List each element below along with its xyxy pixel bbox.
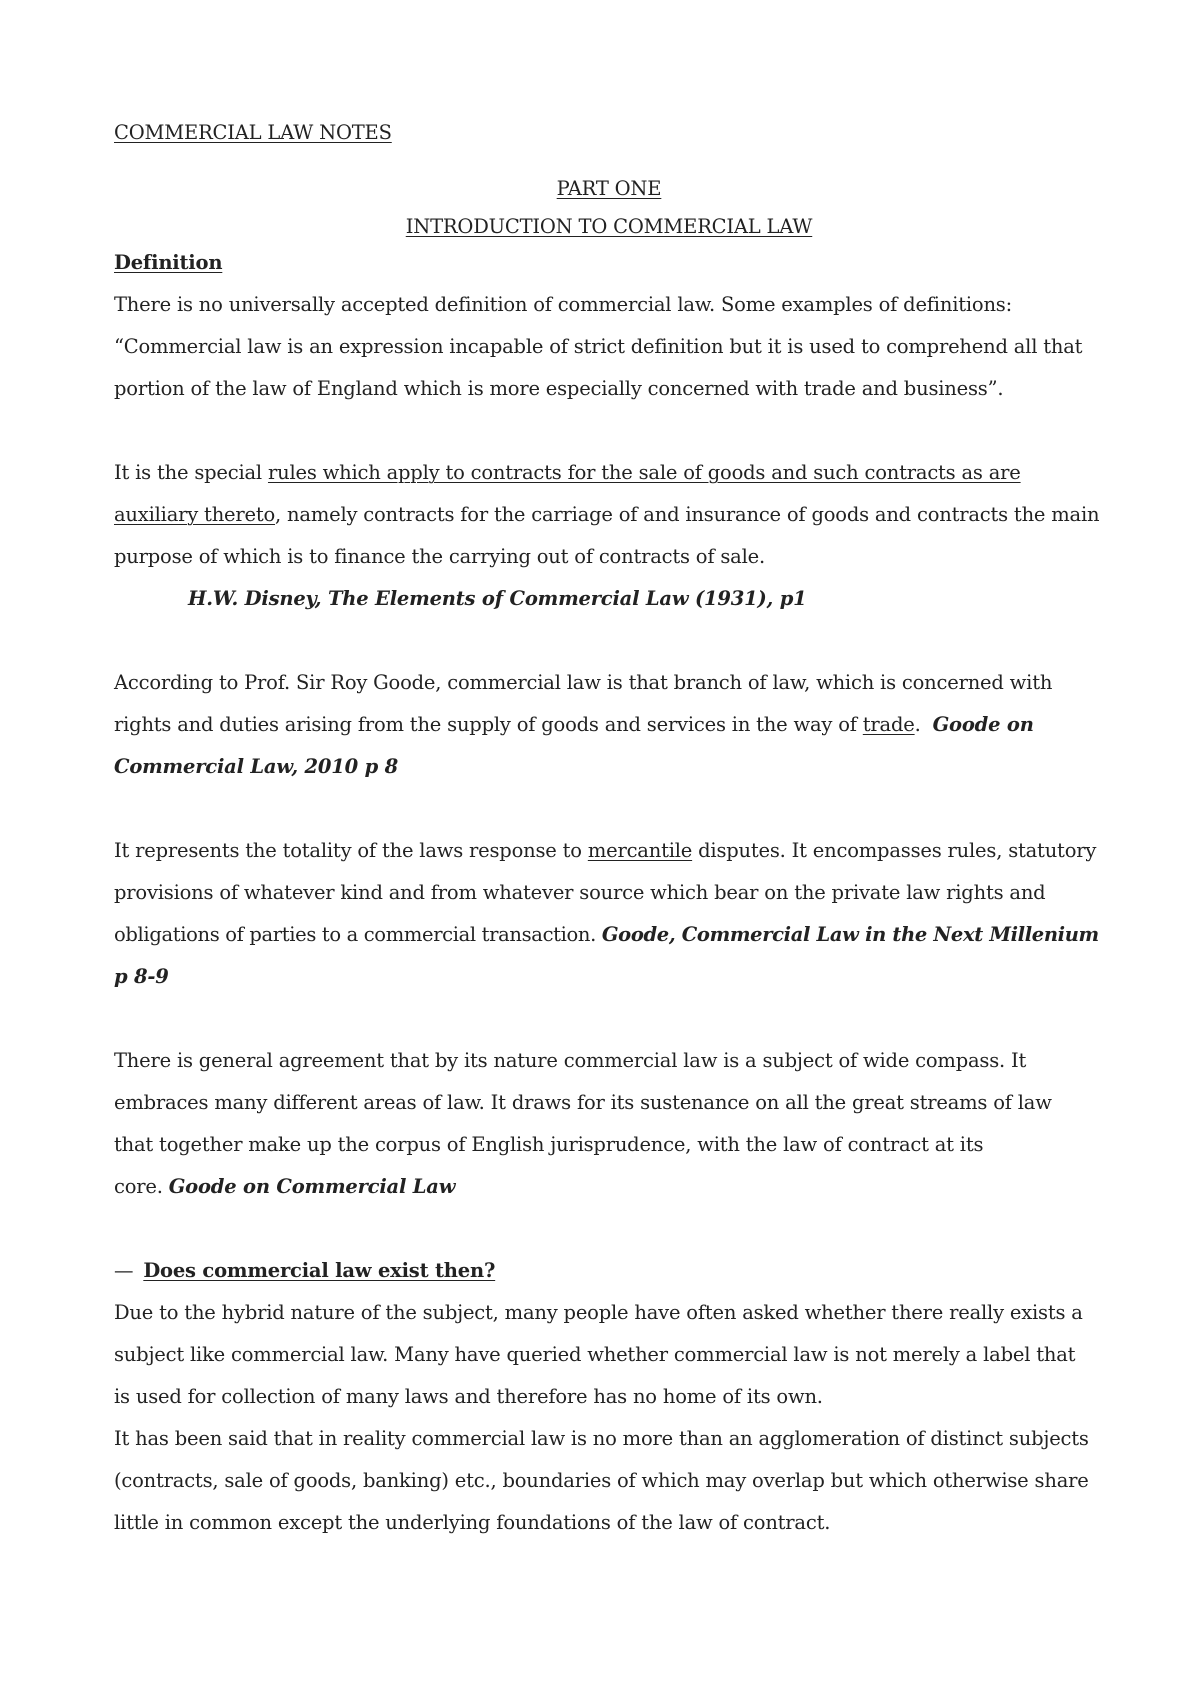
text-run: It represents the totality of the laws response to xyxy=(114,839,588,862)
goode-citation-2: p 8-9 xyxy=(114,965,169,988)
text-run: rights and duties arising from the supply of goods and services in the way of xyxy=(114,713,863,736)
disney-paragraph-line-3: purpose of which is to finance the carrying out of contracts of sale. xyxy=(114,545,765,568)
goode-paragraph-2-line-2: provisions of whatever kind and from whatever source which bear on the private law rights and xyxy=(114,881,1046,904)
text-run: core. xyxy=(114,1175,169,1198)
text-run: disputes. It encompasses rules, statutory xyxy=(692,839,1097,862)
definition-quote-line-2: portion of the law of England which is more especially concerned with trade and business”. xyxy=(114,377,1004,400)
disney-citation: H.W. Disney, The Elements of Commercial Law (1931), p1 xyxy=(188,587,807,610)
part-heading: PART ONE xyxy=(556,177,662,200)
underlined-text: auxiliary thereto xyxy=(114,503,276,526)
text-run: , namely contracts for the carriage of and insurance of goods and contracts the main xyxy=(275,503,1100,526)
goode-paragraph-3-line-3: that together make up the corpus of English jurisprudence, with the law of contract at its xyxy=(114,1133,984,1156)
disney-paragraph-line-1 xyxy=(114,452,1104,494)
disney-paragraph-line-2 xyxy=(114,494,1104,536)
text-run: obligations of parties to a commercial transaction. xyxy=(114,923,602,946)
dash-bullet: — xyxy=(114,1259,134,1282)
underlined-text: mercantile xyxy=(587,839,693,862)
definition-intro: There is no universally accepted definition of commercial law. Some examples of definitions: xyxy=(114,293,1012,316)
definition-heading: Definition xyxy=(114,251,223,274)
exist-heading-line xyxy=(114,1250,1104,1292)
goode-paragraph-3-line-1: There is general agreement that by its nature commercial law is a subject of wide compass. It xyxy=(114,1049,1027,1072)
underlined-text: rules which apply to contracts for the sale of goods and such contracts as are xyxy=(267,461,1021,484)
goode-paragraph-3-line-2: embraces many different areas of law. It draws for its sustenance on all the great streams of law xyxy=(114,1091,1052,1114)
document-title: COMMERCIAL LAW NOTES xyxy=(114,121,392,144)
exist-line-4: It has been said that in reality commercial law is no more than an agglomeration of distinct subjects xyxy=(114,1427,1089,1450)
part-title: INTRODUCTION TO COMMERCIAL LAW xyxy=(405,215,813,238)
text-run: . xyxy=(914,713,933,736)
definition-quote-line-1: “Commercial law is an expression incapable of strict definition but it is used to comprehend all that xyxy=(114,335,1083,358)
goode-paragraph-1-line-1: According to Prof. Sir Roy Goode, commercial law is that branch of law, which is concerned with xyxy=(114,671,1053,694)
goode-paragraph-1-line-2 xyxy=(114,704,1104,746)
exist-line-5: (contracts, sale of goods, banking) etc., boundaries of which may overlap but which otherwise share xyxy=(114,1469,1089,1492)
goode-paragraph-3-line-4 xyxy=(114,1166,1104,1208)
text-run: It is the special xyxy=(114,461,268,484)
goode-paragraph-2-line-1 xyxy=(114,830,1104,872)
citation-text: Goode on xyxy=(932,713,1034,736)
exist-line-1: Due to the hybrid nature of the subject, many people have often asked whether there really exists a xyxy=(114,1301,1083,1324)
exist-line-3: is used for collection of many laws and therefore has no home of its own. xyxy=(114,1385,823,1408)
goode-paragraph-2-line-3 xyxy=(114,914,1104,956)
document-body xyxy=(114,112,1104,1544)
underlined-text: trade xyxy=(862,713,915,736)
exist-heading: Does commercial law exist then? xyxy=(143,1259,496,1282)
exist-line-2: subject like commercial law. Many have queried whether commercial law is not merely a label that xyxy=(114,1343,1076,1366)
citation-text: Goode on Commercial Law xyxy=(168,1175,456,1198)
citation-text: Goode, Commercial Law in the Next Millenium xyxy=(601,923,1099,946)
goode-citation-1: Commercial Law, 2010 p 8 xyxy=(114,755,398,778)
exist-line-6: little in common except the underlying foundations of the law of contract. xyxy=(114,1511,831,1534)
